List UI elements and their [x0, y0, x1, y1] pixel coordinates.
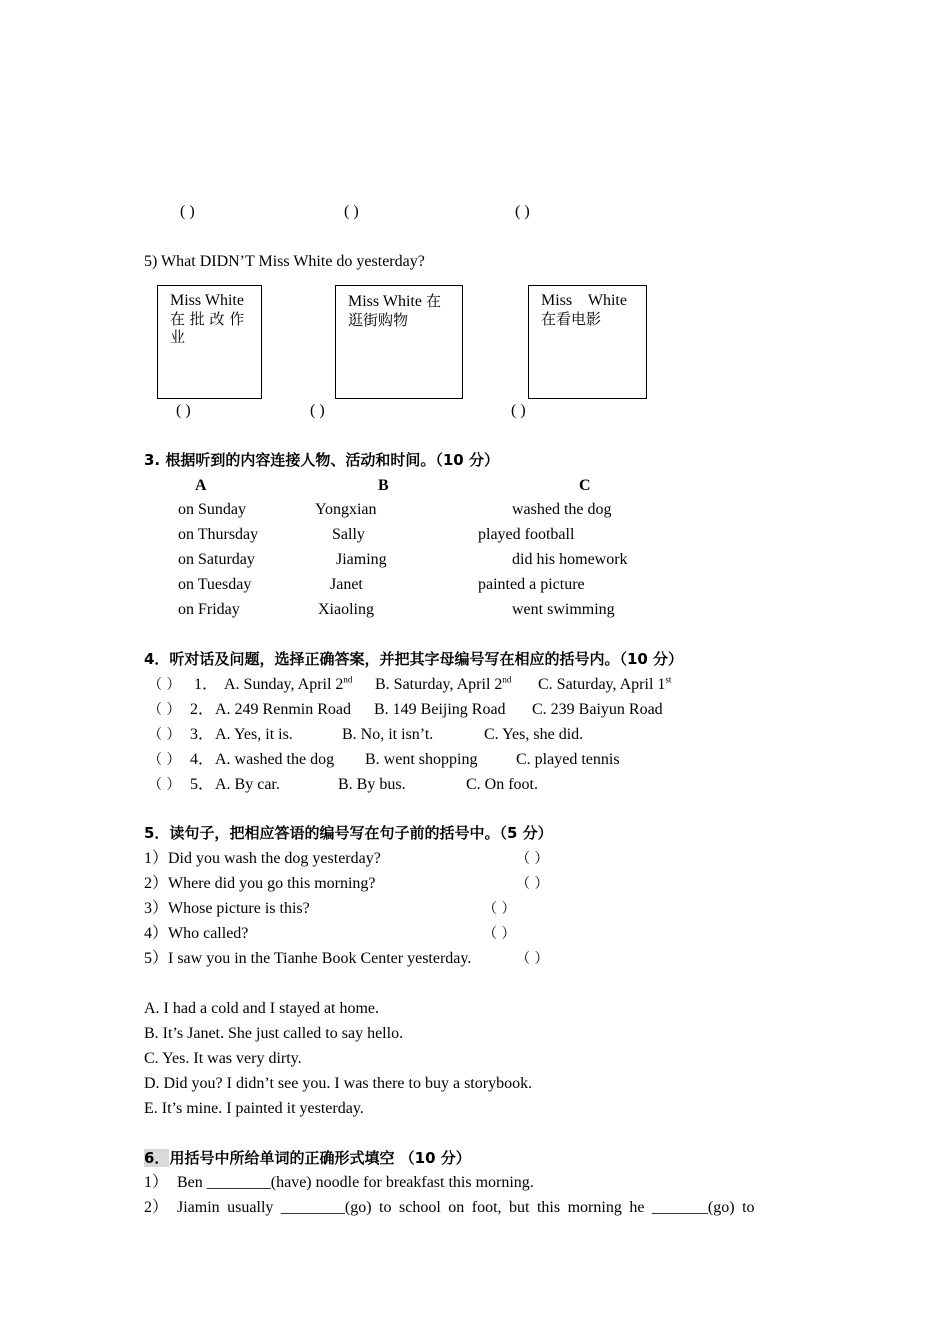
option-b: B. By bus.: [338, 776, 406, 793]
match-person: Janet: [330, 576, 363, 593]
response-option: C. Yes. It was very dirty.: [144, 1050, 302, 1067]
match-activity: played football: [478, 526, 575, 543]
answer-bracket: （ ）: [516, 951, 549, 967]
match-activity: painted a picture: [478, 576, 585, 593]
question-text: 5) What DIDN’T Miss White do yesterday?: [144, 253, 425, 270]
option-b: B. No, it isn’t.: [342, 726, 434, 743]
picture-box: [528, 285, 647, 399]
answer-bracket: ( ): [515, 203, 530, 220]
answer-bracket: ( ): [310, 402, 325, 419]
match-activity: washed the dog: [512, 501, 612, 518]
match-time: on Thursday: [178, 526, 259, 543]
match-time: on Friday: [178, 601, 240, 618]
match-activity: went swimming: [512, 601, 615, 618]
response-option: B. It’s Janet. She just called to say hello.: [144, 1025, 404, 1042]
section-4-title: 4．听对话及问题，选择正确答案，并把其字母编号写在相应的括号内。（10 分）: [144, 650, 684, 668]
response-option: A. I had a cold and I stayed at home.: [144, 1000, 380, 1017]
fill-blank-sentence: Jiamin usually ________(go) to school on foot, but this morning he _______(go) to: [177, 1199, 755, 1216]
box-label-cn: 在逛街购物: [348, 292, 441, 329]
answer-bracket: （ ）: [483, 901, 516, 917]
answer-bracket: （ ）: [148, 752, 181, 768]
match-time: on Tuesday: [178, 576, 252, 593]
answer-bracket: （ ）: [516, 876, 549, 892]
answer-bracket: （ ）: [148, 777, 181, 793]
match-time: on Saturday: [178, 551, 255, 568]
sentence-item: 5）I saw you in the Tianhe Book Center yesterday.: [144, 950, 472, 967]
box-label-en: Miss White: [348, 293, 422, 310]
match-person: Xiaoling: [318, 601, 374, 618]
answer-bracket: ( ): [180, 203, 195, 220]
picture-box: [335, 285, 463, 399]
question-number: 1．: [194, 676, 219, 693]
answer-bracket: （ ）: [148, 727, 181, 743]
option-c: C. played tennis: [516, 751, 620, 768]
box-label-en: Miss White: [541, 292, 627, 309]
section-3-title: 3. 根据听到的内容连接人物、活动和时间。（10 分）: [144, 451, 499, 469]
option-c: C. Yes, she did.: [484, 726, 584, 743]
answer-bracket: （ ）: [148, 702, 181, 718]
question-number: 5．: [190, 776, 215, 793]
sentence-item: 2）Where did you go this morning?: [144, 875, 376, 892]
match-time: on Sunday: [178, 501, 246, 518]
option-c: C. On foot.: [466, 776, 538, 793]
response-option: E. It’s mine. I painted it yesterday.: [144, 1100, 364, 1117]
option-c: C. 239 Baiyun Road: [532, 701, 663, 718]
question-number: 3．: [190, 726, 215, 743]
box-label-cn: 在 批 改 作 业: [170, 310, 245, 346]
column-header-a: A: [195, 477, 207, 494]
section-6-title: 6．用括号中所给单词的正确形式填空 （10 分）: [144, 1149, 471, 1167]
picture-box: [157, 285, 262, 399]
option-b: B. Saturday, April 2nd: [375, 674, 512, 693]
match-person: Jiaming: [336, 551, 387, 568]
section-5-title: 5．读句子，把相应答语的编号写在句子前的括号中。（5 分）: [144, 824, 553, 842]
match-activity: did his homework: [512, 551, 628, 568]
section-6-number: 6．: [144, 1149, 170, 1167]
option-a: A. washed the dog: [215, 751, 335, 768]
column-header-c: C: [579, 477, 591, 494]
column-header-b: B: [378, 477, 389, 494]
box-label-en: Miss White: [170, 292, 244, 309]
answer-bracket: （ ）: [148, 677, 181, 693]
match-person: Yongxian: [315, 501, 377, 518]
option-a: A. Yes, it is.: [215, 726, 293, 743]
option-b: B. went shopping: [365, 751, 478, 768]
fill-blank-sentence: Ben ________(have) noodle for breakfast this morning.: [177, 1174, 534, 1191]
option-a: A. By car.: [215, 776, 280, 793]
response-option: D. Did you? I didn’t see you. I was there to buy a storybook.: [144, 1075, 533, 1092]
sentence-item: 4）Who called?: [144, 925, 249, 942]
option-c: C. Saturday, April 1st: [538, 674, 672, 693]
answer-bracket: （ ）: [516, 851, 549, 867]
fill-blank-number: 1）: [144, 1174, 169, 1191]
fill-blank-number: 2）: [144, 1199, 169, 1216]
option-a: A. 249 Renmin Road: [215, 701, 351, 718]
answer-bracket: （ ）: [483, 926, 516, 942]
option-a: A. Sunday, April 2nd: [224, 674, 353, 693]
sentence-item: 3）Whose picture is this?: [144, 900, 310, 917]
sentence-item: 1）Did you wash the dog yesterday?: [144, 850, 381, 867]
option-b: B. 149 Beijing Road: [374, 701, 506, 718]
match-person: Sally: [332, 526, 365, 543]
question-number: 4．: [190, 751, 215, 768]
answer-bracket: ( ): [176, 402, 191, 419]
box-label-cn: 在看电影: [541, 310, 602, 328]
answer-bracket: ( ): [344, 203, 359, 220]
answer-bracket: ( ): [511, 402, 526, 419]
question-number: 2．: [190, 701, 215, 718]
